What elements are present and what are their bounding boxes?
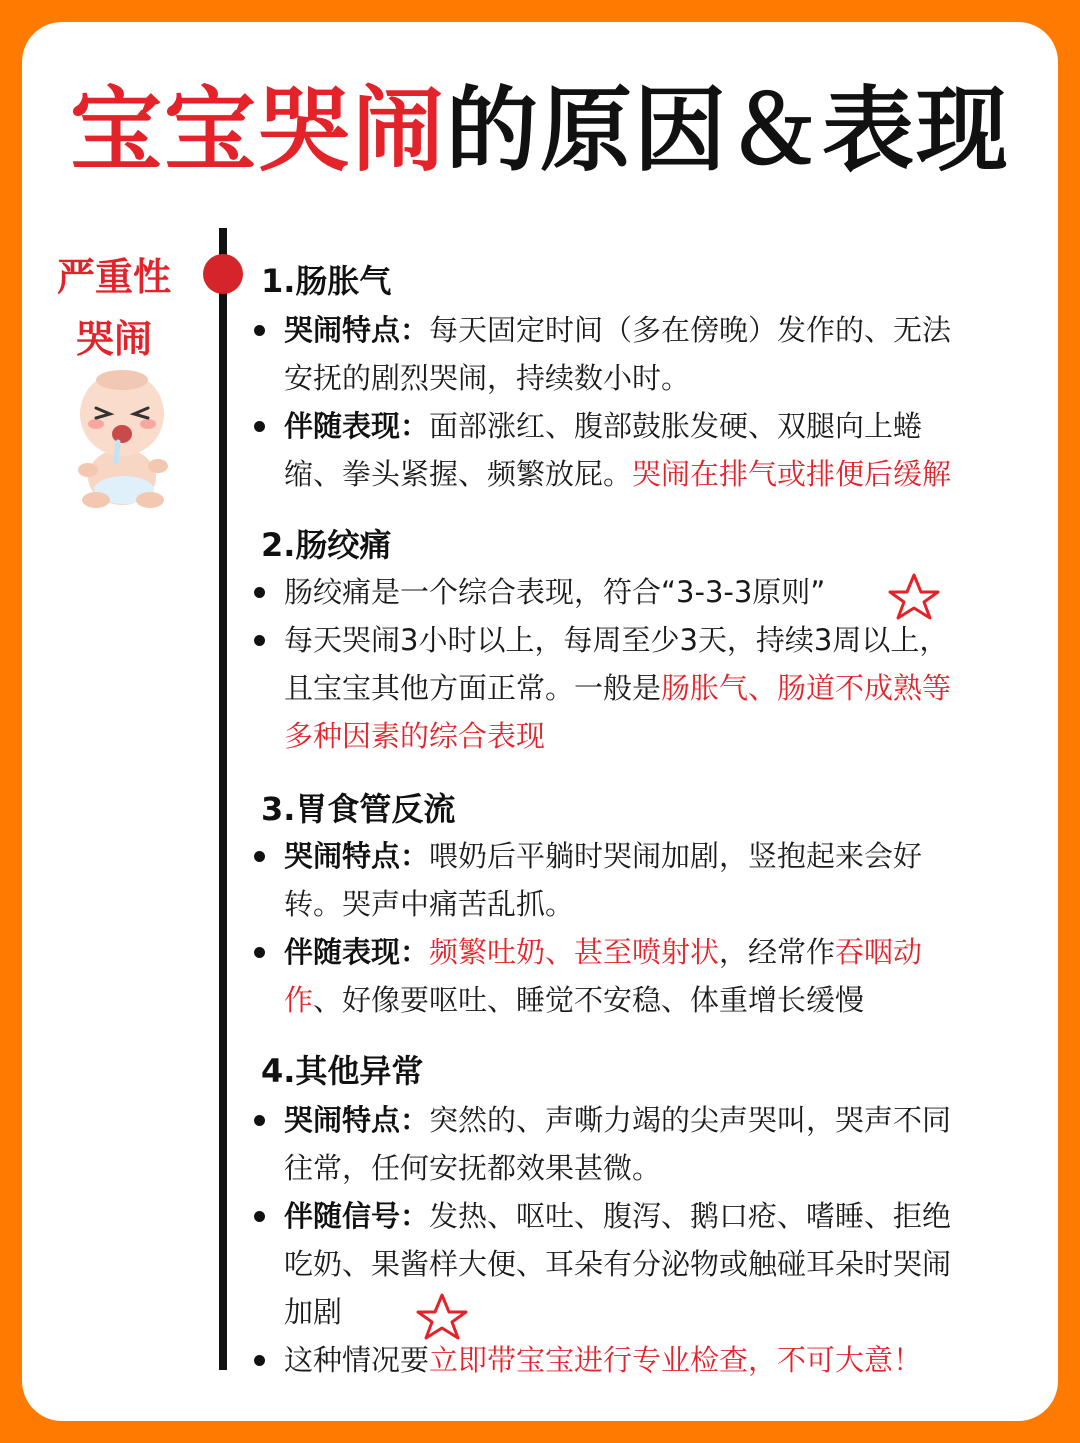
s3-line-3 — [284, 935, 1054, 969]
s1-line-1-label: 哭闹特点： — [284, 313, 430, 347]
s4-line-4-text: 吃奶、果酱样大便、耳朵有分泌物或触碰耳朵时哭闹 — [284, 1247, 952, 1281]
section-1-heading: 1.肠胀气 — [261, 262, 392, 300]
s3-line-1 — [284, 839, 1054, 873]
s3-line-1-label: 哭闹特点： — [284, 839, 430, 873]
s1-line-1-text: 每天固定时间（多在傍晚）发作的、无法 — [429, 313, 952, 347]
side-label-severity: 严重性 — [56, 255, 171, 299]
s1-line-3-label: 伴随表现： — [284, 409, 430, 443]
s4-line-4 — [284, 1247, 1054, 1281]
s3-line-3-label: 伴随表现： — [284, 935, 430, 969]
title-red-part: 宝宝哭闹 — [69, 77, 446, 184]
s4-line-2-text: 往常，任何安抚都效果甚微。 — [284, 1151, 662, 1185]
s2-line-4-red: 多种因素的综合表现 — [284, 719, 546, 753]
s4-line-3-text: 发热、呕吐、腹泻、鹅口疮、嗜睡、拒绝 — [429, 1199, 952, 1233]
section-3-heading: 3.胃食管反流 — [261, 790, 456, 828]
content-card — [22, 22, 1058, 1421]
s3-line-4 — [284, 983, 1054, 1017]
s1-line-2-text: 安抚的剧烈哭闹，持续数小时。 — [284, 361, 691, 395]
s2-line-2-text: 每天哭闹3小时以上，每周至少3天，持续3周以上， — [284, 623, 949, 657]
s4-line-6-red: 立即带宝宝进行专业检查，不可大意！ — [429, 1343, 923, 1377]
s4-line-5-text: 加剧 — [284, 1295, 343, 1329]
timeline-dot — [203, 254, 243, 294]
s2-line-2 — [284, 623, 1054, 657]
timeline-line — [219, 228, 227, 1370]
s1-line-4 — [284, 457, 1054, 491]
s3-line-2 — [284, 887, 1054, 921]
s3-line-3-red: 频繁吐奶、甚至喷射状 — [429, 935, 720, 969]
s1-line-4-text: 缩、拳头紧握、频繁放屁。 — [284, 457, 633, 491]
hand-drawn-star-icon — [416, 1292, 468, 1340]
crying-baby-illustration — [66, 362, 176, 512]
s3-line-1-text: 喂奶后平躺时哭闹加剧，竖抱起来会好 — [429, 839, 923, 873]
s2-line-3 — [284, 671, 1054, 705]
s2-line-1-text: 肠绞痛是一个综合表现，符合“3-3-3原则” — [284, 575, 826, 609]
s4-line-1-text: 突然的、声嘶力竭的尖声哭叫，哭声不同 — [429, 1103, 952, 1137]
s4-line-6 — [284, 1343, 1054, 1377]
s4-line-6-text: 这种情况要 — [284, 1343, 430, 1377]
s1-line-3 — [284, 409, 1054, 443]
side-label-crying: 哭闹 — [75, 317, 152, 361]
s1-line-4-red: 哭闹在排气或排便后缓解 — [632, 457, 952, 491]
s3-line-3-text: ，经常作 — [719, 935, 836, 969]
s4-line-1 — [284, 1103, 1054, 1137]
s3-line-4-text: 、好像要呕吐、睡觉不安稳、体重增长缓慢 — [313, 983, 865, 1017]
section-2-heading: 2.肠绞痛 — [261, 526, 392, 564]
s3-line-3-red2: 吞咽动 — [835, 935, 923, 969]
s4-line-3 — [284, 1199, 1054, 1233]
page-title — [22, 77, 1058, 184]
s1-line-2 — [284, 361, 1054, 395]
s3-line-2-text: 转。哭声中痛苦乱抓。 — [284, 887, 575, 921]
section-4-heading: 4.其他异常 — [261, 1052, 424, 1090]
s2-line-3-red: 肠胀气、肠道不成熟等 — [661, 671, 952, 705]
s1-line-3-text: 面部涨红、腹部鼓胀发硬、双腿向上蜷 — [429, 409, 923, 443]
s1-line-1 — [284, 313, 1054, 347]
s2-line-3-text: 且宝宝其他方面正常。一般是 — [284, 671, 662, 705]
title-black-part: 的原因＆表现 — [446, 77, 1011, 184]
hand-drawn-star-icon — [888, 572, 940, 620]
s4-line-1-label: 哭闹特点： — [284, 1103, 430, 1137]
s4-line-5 — [284, 1295, 1054, 1329]
s3-line-4-red: 作 — [284, 983, 314, 1017]
s4-line-2 — [284, 1151, 1054, 1185]
s4-line-3-label: 伴随信号： — [284, 1199, 430, 1233]
s2-line-4 — [284, 719, 1054, 753]
